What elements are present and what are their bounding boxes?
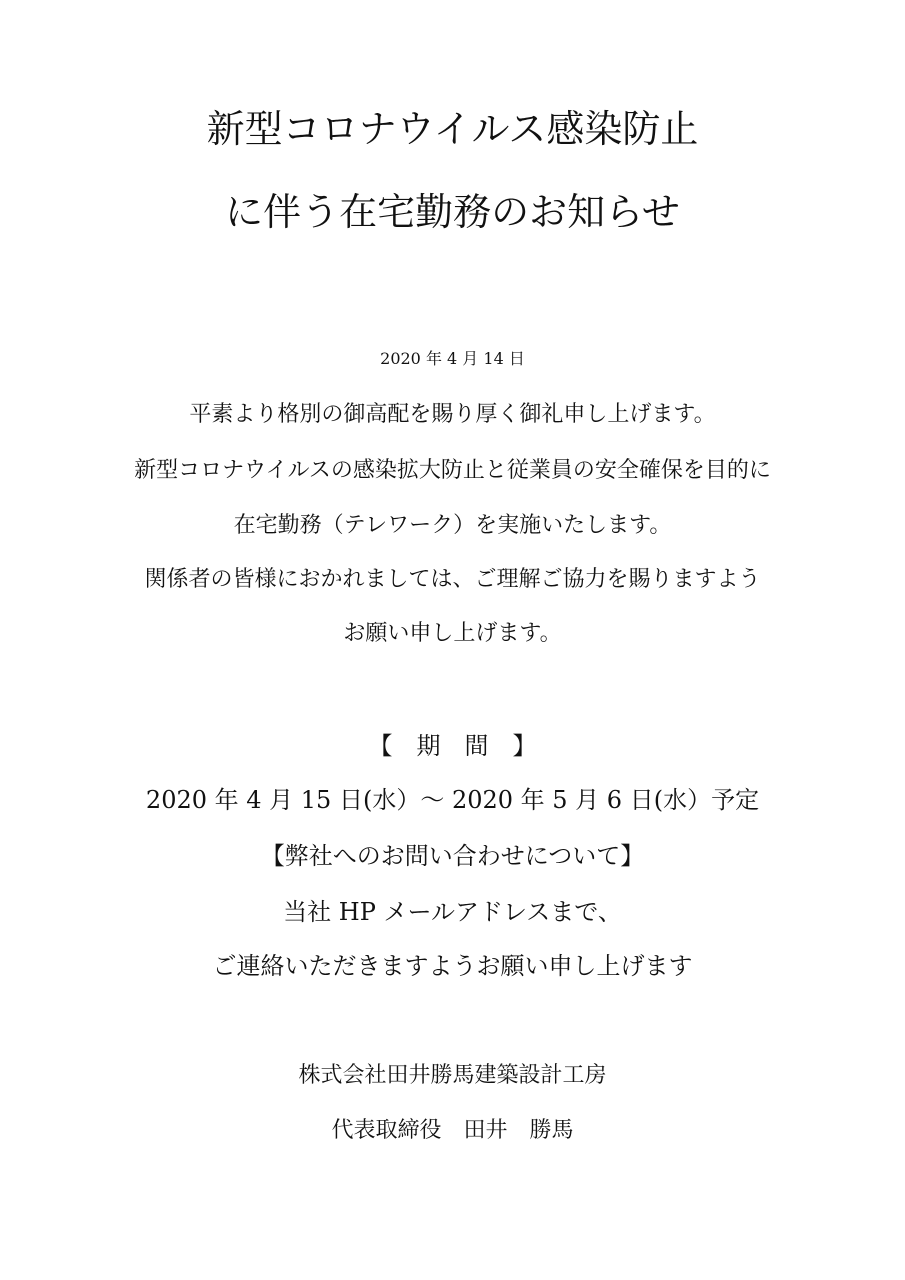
inquiry-line-1: 当社 HP メールアドレスまで、 bbox=[283, 898, 622, 926]
period-range: 2020 年 4 月 15 日(水）～ 2020 年 5 月 6 日(水）予定 bbox=[145, 786, 760, 814]
title-line-1: 新型コロナウイルス感染防止 bbox=[206, 107, 699, 151]
body-line-2: 新型コロナウイルスの感染拡大防止と従業員の安全確保を目的に bbox=[134, 458, 771, 483]
body-line-4: 関係者の皆様におかれましては、ご理解ご協力を賜りますよう bbox=[144, 567, 761, 592]
notice-date: 2020 年 4 月 14 日 bbox=[380, 349, 525, 368]
period-heading: 【 期 間 】 bbox=[368, 732, 537, 760]
company-name: 株式会社田井勝馬建築設計工房 bbox=[298, 1063, 607, 1088]
inquiry-line-2: ご連絡いただきますようお願い申し上げます bbox=[212, 952, 693, 980]
body-line-3: 在宅勤務（テレワーク）を実施いたします。 bbox=[233, 513, 672, 538]
body-line-5: お願い申し上げます。 bbox=[343, 621, 562, 646]
representative-name: 代表取締役 田井 勝馬 bbox=[331, 1118, 574, 1143]
body-line-1: 平素より格別の御高配を賜り厚く御礼申し上げます。 bbox=[189, 402, 716, 427]
inquiry-heading: 【弊社へのお問い合わせについて】 bbox=[260, 842, 645, 870]
title-line-2: に伴う在宅勤務のお知らせ bbox=[225, 190, 680, 234]
